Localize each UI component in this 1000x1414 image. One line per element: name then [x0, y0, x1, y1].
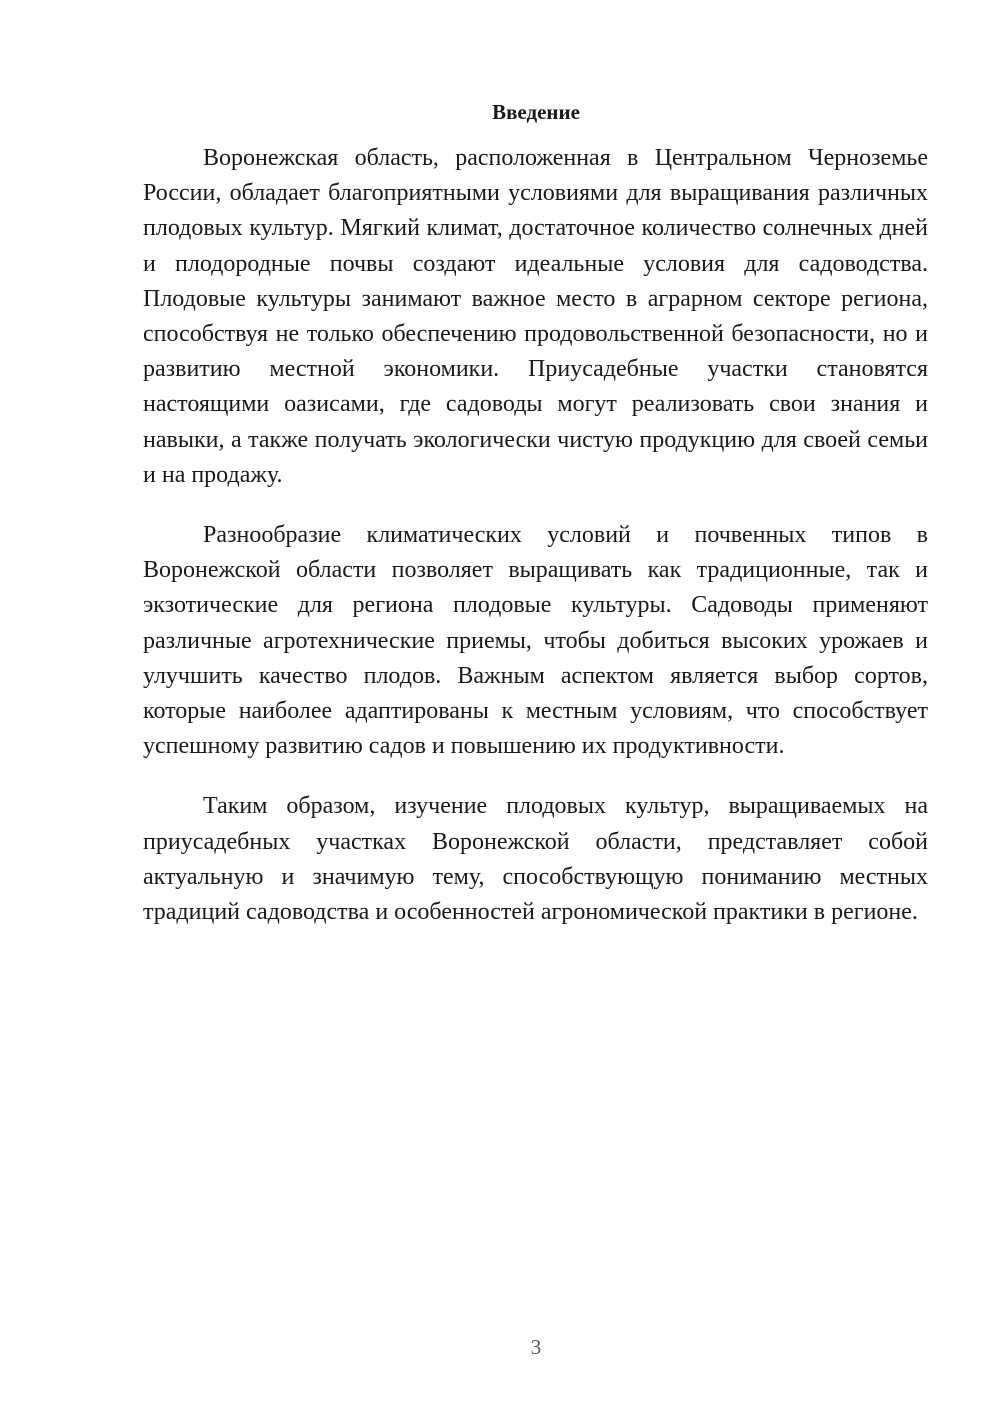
- section-title: Введение: [492, 100, 580, 124]
- paragraph-3: Таким образом, изучение плодовых культур, выращиваемых на приусадебных участках Воронежской области, представляет собой актуальную и значимую тему, способствующую пониманию местных традиций садоводства и особенностей агрономической практики в регионе.: [143, 793, 928, 926]
- body-text: [143, 141, 928, 930]
- paragraph-2: Разнообразие климатических условий и почвенных типов в Воронежской области позволяет выращивать как традиционные, так и экзотические для региона плодовые культуры. Садоводы применяют различные агротехнические приемы, чтобы добиться высоких урожаев и улучшить качество плодов. Важным аспектом является выбор сортов, которые наиболее адаптированы к местным условиям, что способствует успешному развитию садов и повышению их продуктивности.: [143, 522, 928, 760]
- paragraph-1: Воронежская область, расположенная в Центральном Черноземье России, обладает благоприятными условиями для выращивания различных плодовых культур. Мягкий климат, достаточное количество солнечных дней и плодородные почвы создают идеальные условия для садоводства. Плодовые культуры занимают важное место в аграрном секторе региона, способствуя не только обеспечению продовольственной безопасности, но и развитию местной экономики. Приусадебные участки становятся настоящими оазисами, где садоводы могут реализовать свои знания и навыки, а также получать экологически чистую продукцию для своей семьи и на продажу.: [143, 145, 928, 488]
- page-number: 3: [530, 1335, 542, 1359]
